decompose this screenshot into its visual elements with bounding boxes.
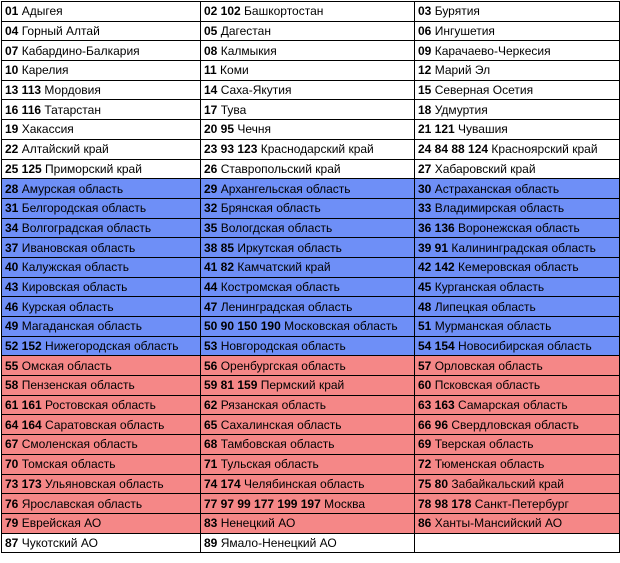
region-code: 11 xyxy=(204,63,217,78)
region-name: Курганская область xyxy=(434,279,545,294)
region-codes-table xyxy=(1,1,620,553)
region-code: 48 xyxy=(418,299,432,314)
region-name: Московская область xyxy=(284,319,398,334)
region-cell xyxy=(201,2,415,22)
table-row xyxy=(2,198,620,218)
region-code: 21 121 xyxy=(418,122,455,137)
region-cell xyxy=(2,159,201,179)
region-name: Амурская область xyxy=(21,181,124,196)
region-name: Костромская область xyxy=(220,279,340,294)
region-cell xyxy=(415,159,620,179)
region-name: Забайкальский край xyxy=(451,476,565,491)
region-code: 05 xyxy=(204,24,218,39)
region-cell xyxy=(201,277,415,297)
region-cell xyxy=(201,494,415,514)
region-name: Северная Осетия xyxy=(434,83,534,98)
region-code: 19 xyxy=(5,122,19,137)
region-code: 79 xyxy=(5,516,19,531)
region-cell xyxy=(415,376,620,396)
table-row xyxy=(2,395,620,415)
region-cell xyxy=(415,336,620,356)
region-code: 71 xyxy=(204,457,218,472)
region-name: Тюменская область xyxy=(434,457,545,472)
region-code: 46 xyxy=(5,299,19,314)
region-code: 60 xyxy=(418,378,432,393)
region-code: 56 xyxy=(204,358,218,373)
region-code: 52 152 xyxy=(5,339,42,354)
region-cell xyxy=(201,435,415,455)
table-row xyxy=(2,415,620,435)
region-name: Хакассия xyxy=(21,122,74,137)
region-name: Ямало-Ненецкий АО xyxy=(220,535,337,550)
region-name: Ставропольский край xyxy=(220,161,341,176)
table-row xyxy=(2,21,620,41)
region-cell xyxy=(2,435,201,455)
table-row xyxy=(2,494,620,514)
region-name: Башкортостан xyxy=(244,4,324,19)
region-cell xyxy=(201,159,415,179)
region-code: 18 xyxy=(418,102,432,117)
region-cell xyxy=(201,61,415,81)
region-cell xyxy=(201,80,415,100)
region-cell xyxy=(415,238,620,258)
region-name: Кировская область xyxy=(21,279,128,294)
region-cell xyxy=(2,277,201,297)
region-name: Чечня xyxy=(237,122,272,137)
region-cell xyxy=(201,474,415,494)
region-code: 38 85 xyxy=(204,240,235,255)
region-code: 09 xyxy=(418,43,432,58)
region-name: Саха-Якутия xyxy=(220,83,292,98)
region-cell xyxy=(2,179,201,199)
table-row xyxy=(2,356,620,376)
region-name: Санкт-Петербург xyxy=(474,496,569,511)
region-code: 65 xyxy=(204,417,218,432)
region-cell xyxy=(2,454,201,474)
region-name: Чувашия xyxy=(458,122,508,137)
region-cell xyxy=(415,257,620,277)
region-name: Курская область xyxy=(21,299,114,314)
region-name: Горный Алтай xyxy=(21,24,100,39)
region-name: Калмыкия xyxy=(220,43,277,58)
region-name: Тверская область xyxy=(434,437,534,452)
region-code: 01 xyxy=(5,4,19,19)
region-name: Тульская область xyxy=(220,457,319,472)
region-code: 68 xyxy=(204,437,218,452)
region-code: 59 81 159 xyxy=(204,378,258,393)
region-cell xyxy=(201,356,415,376)
region-name: Пермский край xyxy=(260,378,345,393)
region-cell xyxy=(2,336,201,356)
region-cell xyxy=(415,61,620,81)
region-code: 12 xyxy=(418,63,432,78)
region-name: Ленинградская область xyxy=(220,299,353,314)
region-name: Калининградская область xyxy=(451,240,596,255)
region-name: Липецкая область xyxy=(434,299,536,314)
region-cell xyxy=(415,139,620,159)
region-name: Ненецкий АО xyxy=(220,516,296,531)
region-name: Владимирская область xyxy=(434,201,565,216)
region-code: 32 xyxy=(204,201,218,216)
region-cell xyxy=(2,317,201,337)
table-row xyxy=(2,435,620,455)
region-name: Красноярский край xyxy=(491,142,598,157)
region-code: 15 xyxy=(418,83,432,98)
region-name: Краснодарский край xyxy=(260,142,374,157)
region-code: 30 xyxy=(418,181,432,196)
region-cell xyxy=(201,533,415,553)
region-code: 73 173 xyxy=(5,476,42,491)
region-name: Хабаровский край xyxy=(434,161,536,176)
region-name: Белгородская область xyxy=(21,201,147,216)
region-name: Карелия xyxy=(21,63,69,78)
region-code: 49 xyxy=(5,319,19,334)
region-name: Чукотский АО xyxy=(21,535,98,550)
region-cell xyxy=(201,179,415,199)
region-name: Еврейская АО xyxy=(21,516,102,531)
region-name: Мурманская область xyxy=(434,319,552,334)
region-code: 78 98 178 xyxy=(418,496,472,511)
region-cell xyxy=(415,179,620,199)
region-cell xyxy=(2,533,201,553)
table-row xyxy=(2,159,620,179)
region-cell xyxy=(415,474,620,494)
table-row xyxy=(2,120,620,140)
region-name: Тува xyxy=(220,102,247,117)
region-name: Нижегородская область xyxy=(45,339,179,354)
region-code: 37 xyxy=(5,240,19,255)
region-cell xyxy=(415,415,620,435)
region-code: 83 xyxy=(204,516,218,531)
region-code: 03 xyxy=(418,4,432,19)
region-name: Орловская область xyxy=(434,358,543,373)
region-name: Новосибирская область xyxy=(458,339,592,354)
region-cell xyxy=(2,2,201,22)
region-cell xyxy=(2,120,201,140)
region-code: 76 xyxy=(5,496,19,511)
region-code: 87 xyxy=(5,535,19,550)
region-code: 66 96 xyxy=(418,417,449,432)
region-name: Псковская область xyxy=(434,378,541,393)
region-cell xyxy=(201,317,415,337)
region-code: 29 xyxy=(204,181,218,196)
table-row xyxy=(2,454,620,474)
table-row xyxy=(2,139,620,159)
region-cell xyxy=(415,435,620,455)
region-cell xyxy=(415,317,620,337)
region-name: Магаданская область xyxy=(21,319,143,334)
region-code: 86 xyxy=(418,516,432,531)
region-name: Москва xyxy=(324,496,366,511)
region-code: 61 161 xyxy=(5,398,42,413)
region-name: Смоленская область xyxy=(21,437,138,452)
region-name: Бурятия xyxy=(434,4,480,19)
region-name: Астраханская область xyxy=(434,181,560,196)
region-code: 27 xyxy=(418,161,432,176)
region-cell xyxy=(415,80,620,100)
region-code: 04 xyxy=(5,24,19,39)
region-cell xyxy=(2,356,201,376)
region-code: 16 116 xyxy=(5,102,42,117)
table-row xyxy=(2,238,620,258)
region-cell xyxy=(415,297,620,317)
region-name: Марий Эл xyxy=(434,63,491,78)
region-code: 89 xyxy=(204,535,218,550)
region-cell xyxy=(201,454,415,474)
region-name: Челябинская область xyxy=(244,476,365,491)
region-cell xyxy=(2,415,201,435)
region-cell xyxy=(2,376,201,396)
region-name: Ярославская область xyxy=(21,496,143,511)
region-cell xyxy=(415,41,620,61)
region-cell xyxy=(415,513,620,533)
region-name: Кабардино-Балкария xyxy=(21,43,140,58)
region-code: 06 xyxy=(418,24,432,39)
region-name: Дагестан xyxy=(220,24,271,39)
region-cell xyxy=(201,41,415,61)
region-name: Приморский край xyxy=(45,161,142,176)
table-row xyxy=(2,218,620,238)
region-cell xyxy=(2,494,201,514)
table-row xyxy=(2,100,620,120)
region-code: 67 xyxy=(5,437,19,452)
region-cell xyxy=(201,218,415,238)
table-row xyxy=(2,277,620,297)
region-name: Ульяновская область xyxy=(45,476,164,491)
region-code: 07 xyxy=(5,43,19,58)
region-name: Ингушетия xyxy=(434,24,495,39)
region-cell xyxy=(415,494,620,514)
region-code: 54 154 xyxy=(418,339,455,354)
region-code: 31 xyxy=(5,201,19,216)
region-cell xyxy=(2,80,201,100)
region-code: 43 xyxy=(5,279,19,294)
region-code: 02 102 xyxy=(204,4,241,19)
region-code: 22 xyxy=(5,142,19,157)
region-name: Адыгея xyxy=(21,4,63,19)
table-row xyxy=(2,376,620,396)
region-name: Самарская область xyxy=(458,398,568,413)
table-row xyxy=(2,533,620,553)
region-code: 53 xyxy=(204,339,218,354)
region-code: 50 90 150 190 xyxy=(204,319,281,334)
region-name: Мордовия xyxy=(44,83,101,98)
region-name: Воронежская область xyxy=(458,220,580,235)
table-row xyxy=(2,41,620,61)
table-row xyxy=(2,257,620,277)
region-cell xyxy=(415,100,620,120)
region-code: 28 xyxy=(5,181,19,196)
region-name: Иркутская область xyxy=(237,240,342,255)
region-name: Томская область xyxy=(21,457,116,472)
region-cell xyxy=(201,198,415,218)
region-cell xyxy=(2,41,201,61)
region-code: 36 136 xyxy=(418,220,455,235)
region-code: 20 95 xyxy=(204,122,235,137)
table-row xyxy=(2,336,620,356)
region-code: 74 174 xyxy=(204,476,241,491)
region-code: 24 84 88 124 xyxy=(418,142,489,157)
region-name: Кемеровская область xyxy=(458,260,579,275)
region-cell xyxy=(415,198,620,218)
region-name: Вологдская область xyxy=(220,220,333,235)
region-code: 44 xyxy=(204,279,218,294)
region-code: 25 125 xyxy=(5,161,42,176)
region-name: Тамбовская область xyxy=(220,437,335,452)
region-code: 40 xyxy=(5,260,19,275)
region-code: 72 xyxy=(418,457,432,472)
region-cell xyxy=(2,21,201,41)
table-row xyxy=(2,474,620,494)
region-cell xyxy=(2,100,201,120)
region-name: Пензенская область xyxy=(21,378,135,393)
region-code: 62 xyxy=(204,398,218,413)
region-code: 75 80 xyxy=(418,476,449,491)
region-code: 26 xyxy=(204,161,218,176)
region-code: 51 xyxy=(418,319,432,334)
region-code: 70 xyxy=(5,457,19,472)
region-name: Татарстан xyxy=(44,102,101,117)
table-row xyxy=(2,513,620,533)
table-row xyxy=(2,179,620,199)
region-name: Ивановская область xyxy=(21,240,136,255)
region-cell xyxy=(201,513,415,533)
region-code: 39 91 xyxy=(418,240,449,255)
region-name: Брянская область xyxy=(220,201,321,216)
region-name: Камчатский край xyxy=(237,260,331,275)
region-cell xyxy=(415,21,620,41)
region-code: 33 xyxy=(418,201,432,216)
region-name: Ханты-Мансийский АО xyxy=(434,516,563,531)
region-cell xyxy=(415,533,620,553)
region-cell xyxy=(415,395,620,415)
region-code: 23 93 123 xyxy=(204,142,258,157)
region-cell xyxy=(201,415,415,435)
region-code: 13 113 xyxy=(5,83,42,98)
region-code: 10 xyxy=(5,63,19,78)
region-cell xyxy=(201,336,415,356)
table-row xyxy=(2,80,620,100)
region-name: Свердловская область xyxy=(451,417,579,432)
region-cell xyxy=(415,2,620,22)
region-name: Сахалинская область xyxy=(220,417,342,432)
table-row xyxy=(2,2,620,22)
region-name: Архангельская область xyxy=(220,181,351,196)
region-code: 77 97 99 177 199 197 xyxy=(204,496,321,511)
region-code: 35 xyxy=(204,220,218,235)
region-codes-body xyxy=(2,2,620,553)
region-code: 08 xyxy=(204,43,218,58)
region-name: Коми xyxy=(220,63,249,78)
region-code: 17 xyxy=(204,102,218,117)
region-code: 41 82 xyxy=(204,260,235,275)
region-name: Саратовская область xyxy=(45,417,165,432)
table-row xyxy=(2,61,620,81)
region-code: 47 xyxy=(204,299,218,314)
region-cell xyxy=(201,376,415,396)
region-code: 58 xyxy=(5,378,19,393)
region-name: Рязанская область xyxy=(220,398,327,413)
region-cell xyxy=(415,277,620,297)
region-name: Алтайский край xyxy=(21,142,109,157)
region-code: 45 xyxy=(418,279,432,294)
region-code: 55 xyxy=(5,358,19,373)
region-cell xyxy=(415,454,620,474)
region-code: 42 142 xyxy=(418,260,455,275)
region-name: Ростовская область xyxy=(45,398,156,413)
region-name: Калужская область xyxy=(21,260,129,275)
region-cell xyxy=(2,297,201,317)
region-cell xyxy=(201,120,415,140)
region-cell xyxy=(201,139,415,159)
region-name: Новгородская область xyxy=(220,339,346,354)
region-name: Омская область xyxy=(21,358,112,373)
region-cell xyxy=(201,395,415,415)
region-cell xyxy=(201,297,415,317)
region-cell xyxy=(415,356,620,376)
region-code: 69 xyxy=(418,437,432,452)
region-code: 57 xyxy=(418,358,432,373)
region-cell xyxy=(201,257,415,277)
region-code: 63 163 xyxy=(418,398,455,413)
region-code: 14 xyxy=(204,83,218,98)
region-cell xyxy=(415,120,620,140)
region-cell xyxy=(2,218,201,238)
region-cell xyxy=(2,61,201,81)
region-cell xyxy=(415,218,620,238)
region-cell xyxy=(2,395,201,415)
table-row xyxy=(2,297,620,317)
region-cell xyxy=(201,100,415,120)
region-cell xyxy=(2,474,201,494)
region-cell xyxy=(2,257,201,277)
table-row xyxy=(2,317,620,337)
region-name: Волгоградская область xyxy=(21,220,152,235)
region-cell xyxy=(201,21,415,41)
region-cell xyxy=(2,238,201,258)
region-code: 34 xyxy=(5,220,19,235)
region-name: Карачаево-Черкесия xyxy=(434,43,551,58)
region-cell xyxy=(2,198,201,218)
region-code: 64 164 xyxy=(5,417,42,432)
region-cell xyxy=(2,139,201,159)
region-name: Оренбургская область xyxy=(220,358,346,373)
region-cell xyxy=(2,513,201,533)
region-cell xyxy=(201,238,415,258)
region-name: Удмуртия xyxy=(434,102,488,117)
